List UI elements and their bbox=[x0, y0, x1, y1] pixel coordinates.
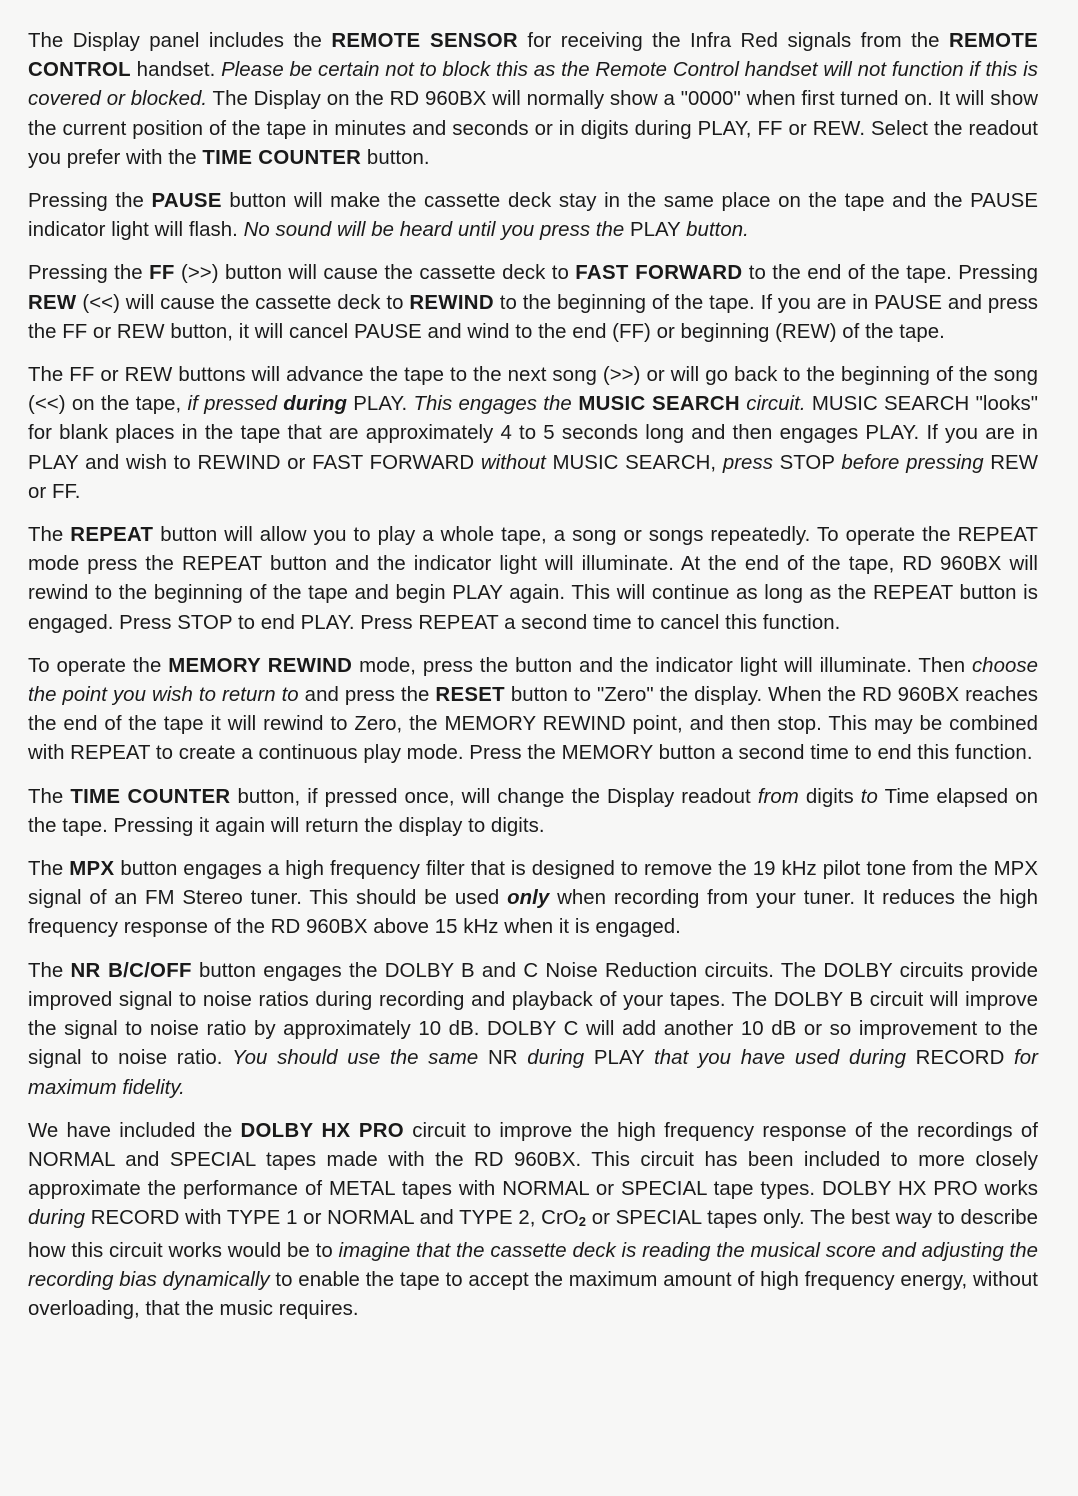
text-segment: NR B/C/OFF bbox=[70, 959, 192, 982]
text-segment: REPEAT bbox=[70, 524, 154, 547]
text-segment: You should use the same bbox=[232, 1047, 479, 1070]
text-segment: (>>) button will cause the cassette deck to bbox=[174, 262, 576, 285]
text-segment: FAST FORWARD bbox=[575, 262, 743, 285]
paragraph-nr bbox=[28, 957, 1038, 1103]
text-segment: RECORD bbox=[905, 1047, 1015, 1070]
text-segment: The bbox=[28, 785, 71, 808]
text-segment: REMOTE CONTROL bbox=[28, 30, 1038, 82]
text-segment: during bbox=[283, 393, 348, 416]
text-segment: NR bbox=[478, 1047, 528, 1070]
paragraph-repeat bbox=[28, 521, 1038, 638]
text-segment: button engages the DOLBY B and C Noise Reduction circuits. The DOLBY circuits provide improved signal to noise ratios during recording and playback of your tapes. The DOLBY B circuit will improve the signal to noise ratio by approximately 10 dB. DOLBY C will add another 10 dB or so improvement to the signal to noise ratio. bbox=[28, 959, 1038, 1070]
text-segment: choose the point you wish to return to bbox=[28, 654, 1038, 707]
text-segment: MUSIC SEARCH "looks" for blank places in the tape that are approximately 4 to 5 seconds long and then engages PLAY. If you are in PLAY and wish to REWIND or FAST FORWARD bbox=[28, 393, 1039, 474]
text-segment: Pressing the bbox=[28, 262, 150, 285]
text-segment: for receiving the Infra Red signals from the bbox=[517, 30, 949, 52]
text-segment: and press the bbox=[298, 684, 436, 707]
text-segment: circuit to improve the high frequency response of the recordings of NORMAL and SPECIAL tapes made with the RD 960BX. This circuit has been included to more closely approximate the performance of METAL tapes with NORMAL or SPECIAL tape types. DOLBY HX PRO works bbox=[28, 1119, 1038, 1201]
text-segment: TIME COUNTER bbox=[202, 146, 362, 169]
text-segment: button. bbox=[361, 146, 430, 169]
paragraph-ff-rew bbox=[28, 259, 1038, 347]
text-segment: press bbox=[722, 451, 773, 474]
text-segment: FF bbox=[149, 262, 175, 285]
text-segment: Pressing the bbox=[28, 190, 152, 213]
text-segment: REMOTE SENSOR bbox=[331, 30, 518, 52]
text-segment: to enable the tape to accept the maximum amount of high frequency energy, without overloading, that the music requires. bbox=[28, 1268, 1038, 1320]
text-segment: or SPECIAL tapes only. The best way to describe how this circuit works would be to bbox=[28, 1207, 1039, 1262]
text-segment: RECORD with TYPE 1 or NORMAL and TYPE 2, CrO bbox=[84, 1207, 579, 1230]
text-segment: PAUSE bbox=[151, 190, 222, 213]
text-segment: to the beginning of the tape. If you are in PAUSE and press the FF or REW button, it will cancel PAUSE and wind to the end (FF) or beginning (REW) of the tape. bbox=[28, 291, 1038, 343]
text-segment: REWIND bbox=[409, 291, 494, 314]
text-segment: if pressed bbox=[187, 393, 284, 416]
text-segment: MEMORY REWIND bbox=[168, 654, 353, 677]
text-segment: REW or FF. bbox=[28, 451, 1039, 503]
text-segment: handset. bbox=[130, 59, 222, 82]
text-segment: button will make the cassette deck stay in the same place on the tape and the PAUSE indicator light will flash. bbox=[28, 190, 1038, 242]
text-segment: to bbox=[860, 785, 878, 808]
paragraph-time-counter bbox=[28, 783, 1038, 841]
text-segment: The bbox=[28, 524, 71, 547]
text-segment: 2 bbox=[578, 1214, 586, 1230]
text-segment: button engages a high frequency filter that is designed to remove the 19 kHz pilot tone from the MPX signal of an FM Stereo tuner. This should be used bbox=[28, 858, 1038, 910]
paragraph-display-panel bbox=[28, 27, 1038, 173]
text-segment: without bbox=[480, 451, 546, 474]
text-segment: MPX bbox=[69, 858, 115, 881]
text-segment: The FF or REW buttons will advance the tape to the next song (>>) or will go back to the beginning of the song (<<) on the tape, bbox=[28, 364, 1038, 416]
text-segment: button to "Zero" the display. When the RD 960BX reaches the end of the tape it will rewind to Zero, the MEMORY REWIND point, and then stop. This may be combined with REPEAT to create a continuous play mode. Press the MEMORY button a second time to end this function. bbox=[28, 684, 1038, 765]
text-segment: circuit. bbox=[739, 393, 806, 416]
text-segment: during bbox=[28, 1207, 85, 1230]
text-segment: that you have used during bbox=[654, 1047, 906, 1070]
paragraph-mpx bbox=[28, 855, 1038, 943]
text-segment: button. bbox=[686, 219, 749, 242]
text-segment: Time elapsed on the tape. Pressing it again will return the display to digits. bbox=[28, 785, 1038, 837]
paragraph-memory-rewind bbox=[28, 652, 1038, 769]
text-segment: DOLBY HX PRO bbox=[240, 1119, 404, 1142]
text-segment: To operate the bbox=[28, 654, 169, 677]
text-segment: PLAY bbox=[624, 219, 687, 242]
text-segment: RESET bbox=[435, 684, 505, 707]
text-segment: The Display on the RD 960BX will normally show a "0000" when first turned on. It will show the current position of the tape in minutes and seconds or in digits during PLAY, FF or REW. Select the readout you prefer with the bbox=[28, 88, 1038, 169]
text-segment: The bbox=[28, 858, 70, 881]
text-segment: REW bbox=[28, 291, 77, 314]
text-segment: before pressing bbox=[841, 451, 984, 474]
text-segment: PLAY bbox=[584, 1047, 655, 1070]
text-segment: MUSIC SEARCH bbox=[571, 393, 740, 416]
text-segment: for maximum fidelity. bbox=[28, 1047, 1038, 1099]
text-segment: MUSIC SEARCH, bbox=[545, 451, 723, 474]
text-segment: during bbox=[527, 1047, 585, 1070]
text-segment: This engages the bbox=[413, 393, 572, 416]
text-segment: The Display panel includes the bbox=[28, 30, 332, 52]
text-segment: mode, press the button and the indicator light will illuminate. Then bbox=[352, 654, 972, 677]
text-segment: imagine that the cassette deck is reading the musical score and adjusting the recording bias dynamically bbox=[28, 1239, 1039, 1291]
text-segment: PLAY. bbox=[347, 393, 414, 416]
text-segment: We have included the bbox=[28, 1119, 241, 1142]
text-segment: (<<) will cause the cassette deck to bbox=[76, 291, 410, 314]
text-segment: from bbox=[757, 785, 799, 808]
text-segment: button will allow you to play a whole tape, a song or songs repeatedly. To operate the REPEAT mode press the REPEAT button and the indicator light will illuminate. At the end of the tape, RD 960BX will rewind to the beginning of the tape and begin PLAY again. This will continue as long as the REPEAT button is engaged. Press STOP to end PLAY. Press REPEAT a second time to cancel this function. bbox=[28, 524, 1038, 634]
text-segment: The bbox=[28, 959, 71, 982]
paragraph-pause bbox=[28, 187, 1038, 245]
text-segment: button, if pressed once, will change the Display readout bbox=[230, 785, 758, 808]
text-segment: digits bbox=[798, 785, 861, 808]
text-segment: STOP bbox=[772, 451, 842, 474]
text-segment: No sound will be heard until you press the bbox=[243, 219, 625, 242]
paragraph-hx-pro bbox=[28, 1117, 1038, 1324]
text-segment: Please be certain not to block this as the Remote Control handset will not function if this is covered or blocked. bbox=[28, 59, 1038, 111]
paragraph-music-search bbox=[28, 361, 1038, 507]
text-segment: when recording from your tuner. It reduces the high frequency response of the RD 960BX above 15 kHz when it is engaged. bbox=[28, 887, 1038, 939]
text-segment: TIME COUNTER bbox=[70, 785, 231, 808]
text-segment: only bbox=[507, 887, 550, 910]
text-segment: to the end of the tape. Pressing bbox=[742, 262, 1038, 285]
